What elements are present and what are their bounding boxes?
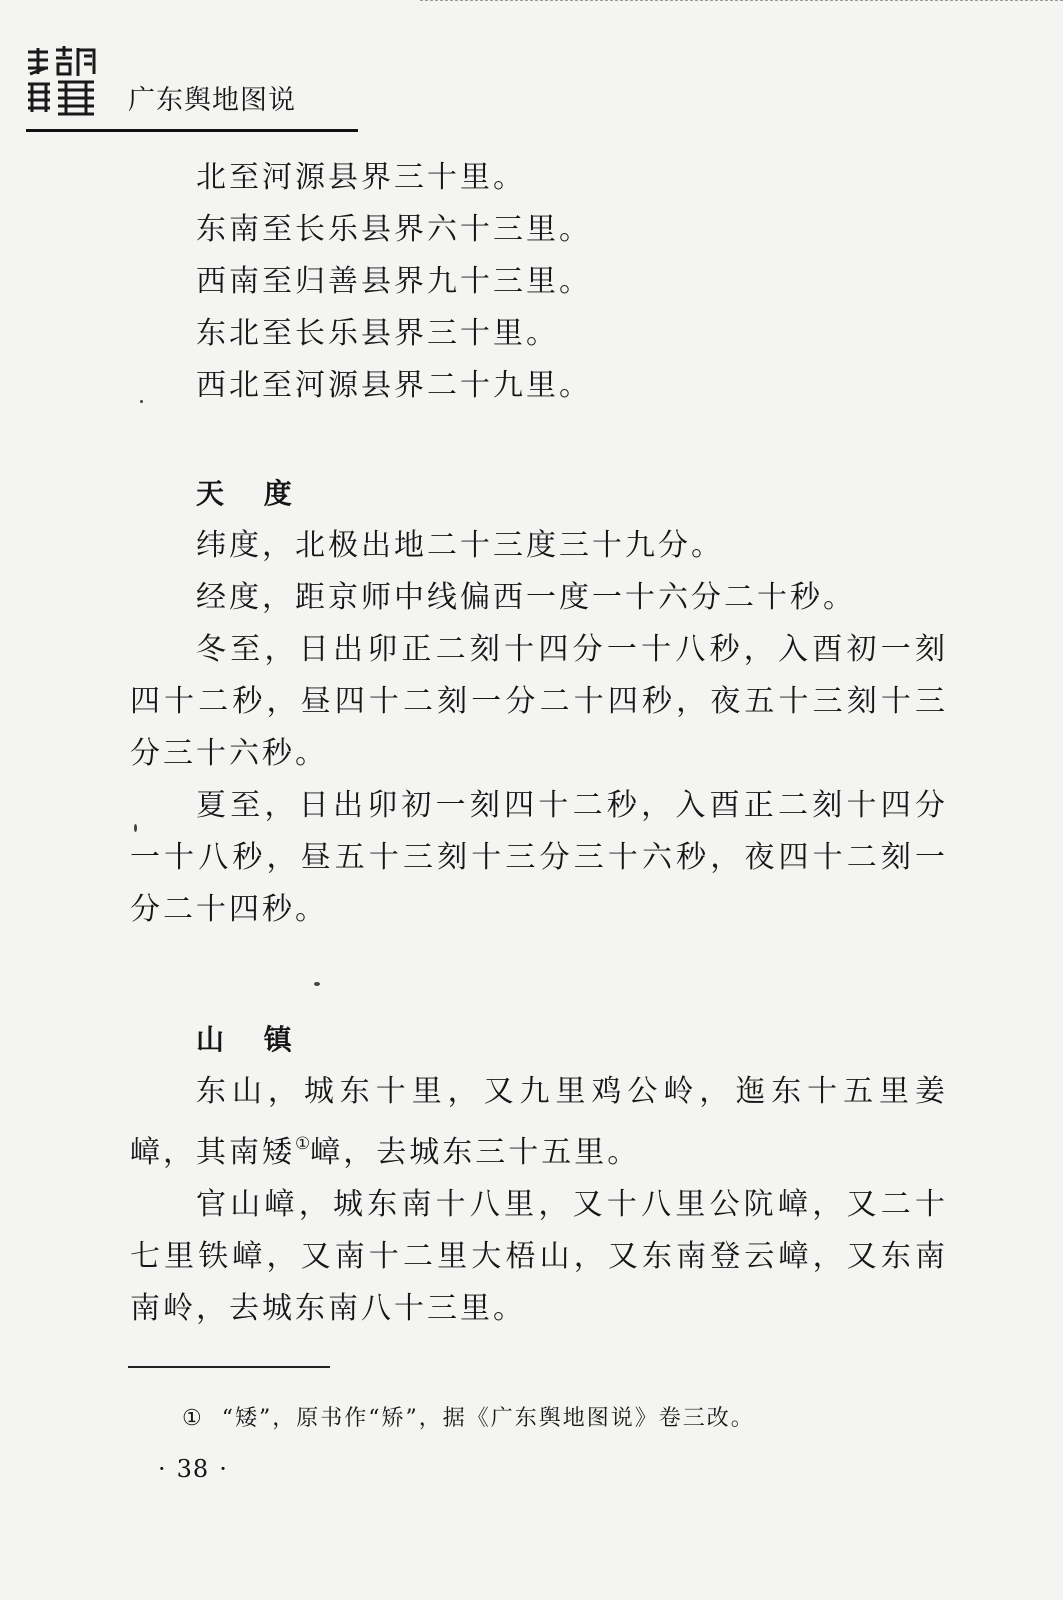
- paragraph-winter-solstice: 冬至，日出卯正二刻十四分一十八秒，入酉初一刻四十二秒，昼四十二刻一分二十四秒，夜五十三刻十三分三十六秒。: [130, 632, 948, 771]
- footnote-text: “矮”，原书作“矫”，据《广东舆地图说》卷三改。: [221, 1406, 755, 1431]
- running-title: 广东舆地图说: [128, 85, 296, 116]
- footnote-rule: [128, 1366, 330, 1368]
- footnote: [182, 1402, 755, 1436]
- paragraph-guanshanzhang: 官山嶂，城东南十八里，又十八里公阬嶂，又二十七里铁嶂，又南十二里大梧山，又东南登云嶂，又东南南岭，去城东南八十三里。: [130, 1187, 948, 1326]
- border-line: 东北至长乐县界三十里。: [196, 316, 559, 351]
- paragraph-longitude: 经度，距京师中线偏西一度一十六分二十秒。: [196, 580, 856, 615]
- page-number-dot: ·: [158, 1455, 167, 1483]
- main-text: [130, 152, 948, 1335]
- top-edge-dashes: [420, 0, 1063, 2]
- border-line: 东南至长乐县界六十三里。: [196, 212, 592, 247]
- footnote-reference[interactable]: ①: [295, 1134, 311, 1154]
- paragraph-summer-solstice: 夏至，日出卯初一刻四十二秒，入酉正二刻十四分一十八秒，昼五十三刻十三分三十六秒，夜四十二刻一分二十四秒。: [130, 788, 948, 927]
- section-heading-shanzhen: 山 镇: [196, 1023, 295, 1056]
- seal-logo: [22, 44, 100, 118]
- footnote-number: ①: [182, 1406, 204, 1431]
- page-number-value: 38: [176, 1455, 210, 1483]
- header-rule: [26, 129, 358, 132]
- border-line: 北至河源县界三十里。: [196, 160, 526, 195]
- border-line: 西南至归善县界九十三里。: [196, 264, 592, 299]
- paragraph-dongshan: [130, 1066, 948, 1179]
- page-number-dot: ·: [219, 1455, 228, 1483]
- paragraph-text: 嶂，去城东三十五里。: [310, 1135, 641, 1170]
- paragraph-text: 东山，城东十里，又九里鸡公岭，迤东十五里姜嶂，其南矮: [130, 1074, 948, 1170]
- page-number: [148, 1452, 238, 1486]
- scan-speck: [314, 982, 320, 986]
- paragraph-latitude: 纬度，北极出地二十三度三十九分。: [196, 528, 724, 563]
- scan-speck: [134, 824, 137, 832]
- scan-speck: [140, 400, 143, 403]
- section-heading-tiandu: 天 度: [196, 477, 295, 510]
- border-line: 西北至河源县界二十九里。: [196, 368, 592, 403]
